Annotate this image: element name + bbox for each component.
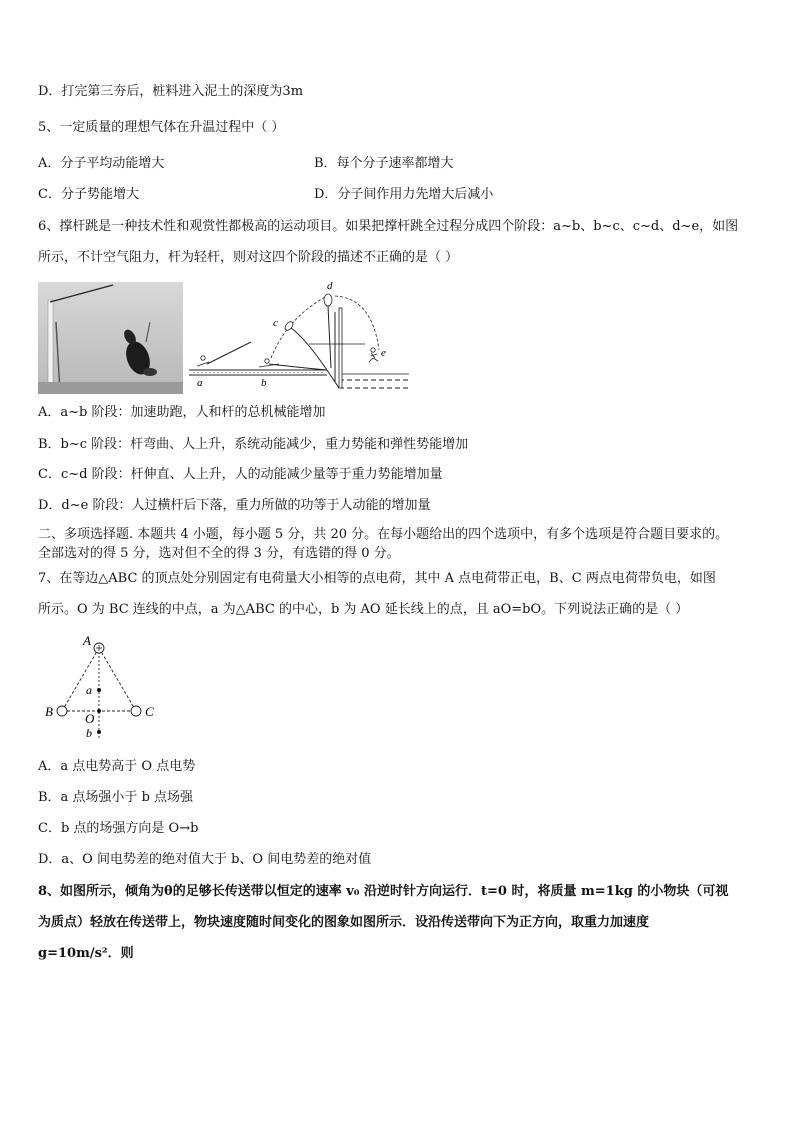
q8-line3: g=10m/s²．则 (38, 946, 134, 961)
q5-option-c: C．分子势能增大 (38, 187, 139, 202)
section2-line1: 二、多项选择题. 本题共 4 小题，每小题 5 分，共 20 分。在每小题给出的四个选项中，有多个选项是符合题目要求的。 (38, 527, 729, 542)
pole-vault-photo (38, 282, 183, 394)
q7-option-c: C．b 点的场强方向是 O→b (38, 821, 199, 836)
label-a-center: a (86, 683, 92, 697)
q7-option-a: A．a 点电势高于 O 点电势 (38, 759, 196, 774)
label-d: d (327, 280, 333, 292)
label-O: O (85, 711, 95, 726)
label-a: a (197, 377, 203, 389)
q7-stem-line2: 所示。O 为 BC 连线的中点，a 为△ABC 的中心，b 为 AO 延长线上的点，且 aO=bO。下列说法正确的是（ ） (38, 602, 689, 617)
q7-option-b: B．a 点场强小于 b 点场强 (38, 790, 194, 805)
charge-c-negative (131, 706, 141, 716)
label-A: A (83, 633, 91, 648)
q8-line2: 为质点）轻放在传送带上，物块速度随时间变化的图象如图所示．设沿传送带向下为正方向，取重力加速度 (38, 915, 650, 930)
label-B: B (45, 704, 53, 719)
triangle-charge-svg (40, 628, 170, 746)
q7-stem-line1: 7、在等边△ABC 的顶点处分别固定有电荷量大小相等的点电荷，其中 A 点电荷带正电，B、C 两点电荷带负电，如图 (38, 571, 716, 586)
q6-option-c: C．c~d 阶段：杆伸直、人上升，人的动能减少量等于重力势能增加量 (38, 467, 443, 482)
label-e: e (381, 347, 386, 359)
section2-line2: 全部选对的得 5 分，选对但不全的得 3 分，有选错的得 0 分。 (38, 546, 400, 561)
pole-vault-photo-svg (38, 282, 183, 394)
q6-option-b: B．b~c 阶段：杆弯曲、人上升，系统动能减少，重力势能和弹性势能增加 (38, 437, 469, 452)
charge-b-negative (57, 706, 67, 716)
q6-stem-line1: 6、撑杆跳是一种技术性和观赏性都极高的运动项目。如果把撑杆跳全过程分成四个阶段：a~b、b~c、c~d、d~e，如图 (38, 219, 739, 234)
q7-option-d: D．a、O 间电势差的绝对值大于 b、O 间电势差的绝对值 (38, 852, 372, 867)
q6-stem-line2: 所示，不计空气阻力，杆为轻杆，则对这四个阶段的描述不正确的是（ ） (38, 250, 459, 265)
label-c: c (273, 317, 278, 329)
triangle-charge-diagram (40, 628, 170, 746)
q6-option-d: D．d~e 阶段：人过横杆后下落，重力所做的功等于人动能的增加量 (38, 498, 431, 513)
q5-option-d: D．分子间作用力先增大后减小 (314, 187, 494, 202)
q8-line1: 8、如图所示，倾角为θ的足够长传送带以恒定的速率 v₀ 沿逆时针方向运行．t=0 时，将质量 m=1kg 的小物块（可视 (38, 884, 729, 899)
q4-option-d: D．打完第三夯后，桩料进入泥土的深度为3m (38, 84, 304, 99)
q5-stem: 5、一定质量的理想气体在升温过程中（ ） (38, 120, 285, 135)
label-b: b (261, 377, 267, 389)
q5-option-b: B．每个分子速率都增大 (314, 156, 454, 171)
label-b-point: b (86, 726, 92, 740)
pole-vault-diagram-svg (187, 278, 415, 394)
pole-vault-diagram (187, 278, 415, 394)
q5-option-a: A．分子平均动能增大 (38, 156, 165, 171)
label-C: C (145, 704, 154, 719)
q6-option-a: A．a~b 阶段：加速助跑，人和杆的总机械能增加 (38, 405, 326, 420)
